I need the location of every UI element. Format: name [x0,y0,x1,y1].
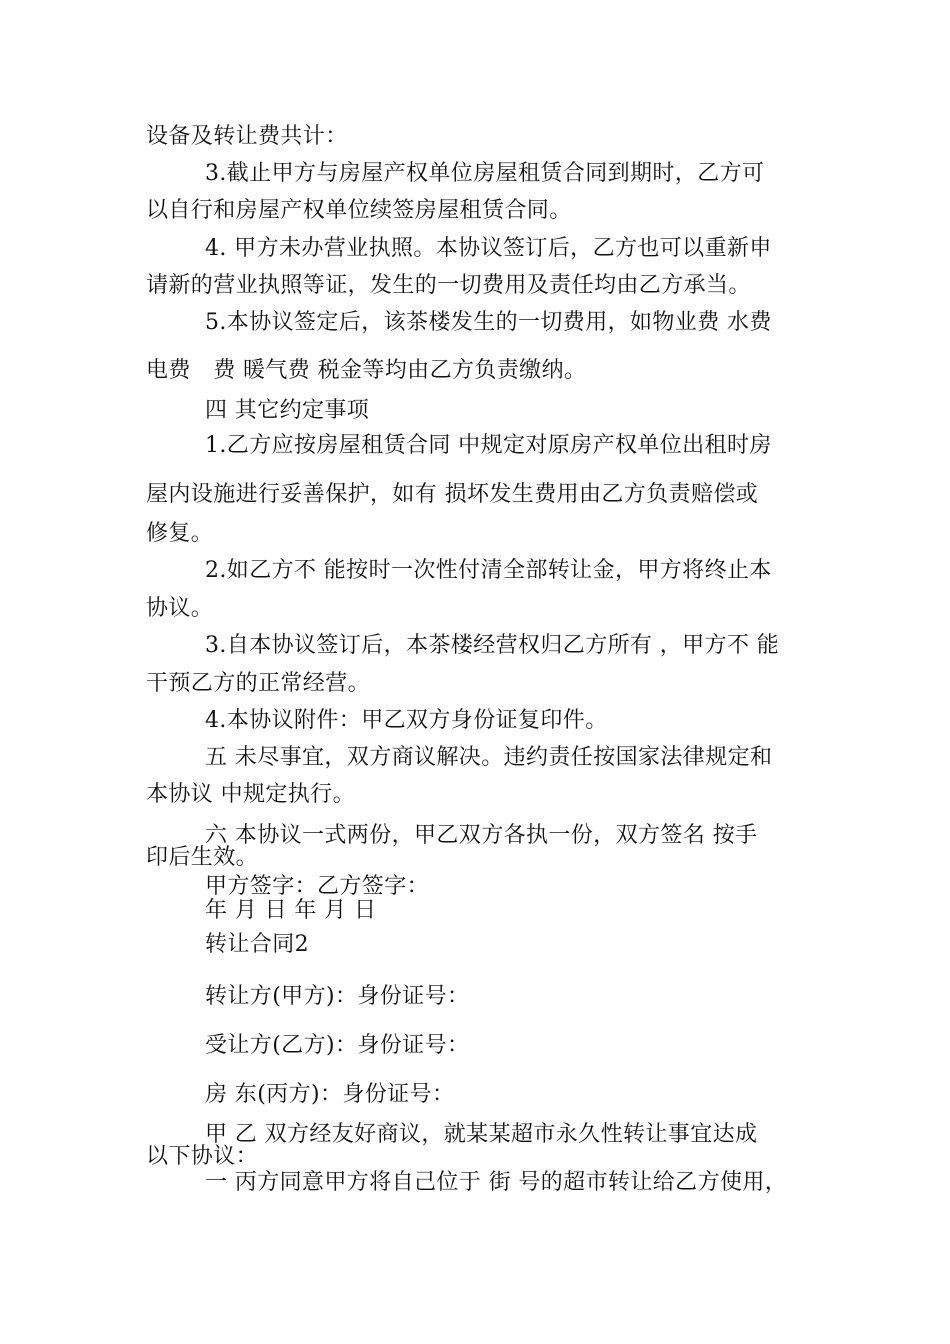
contract-title: 转让合同2 [205,932,309,957]
text-line: 5.本协议签定后，该茶楼发生的一切费用，如物业费 水费 [205,310,772,335]
text-line: 甲 乙 双方经友好商议，就某某超市永久性转让事宜达成 [205,1122,758,1147]
text-line: 2.如乙方不 能按时一次性付清全部转让金，甲方将终止本 [205,558,772,583]
text-line: 印后生效。 [146,845,259,870]
text-line: 电费 费 暖气费 税金等均由乙方负责缴纳。 [146,358,587,383]
section-heading: 四 其它约定事项 [205,398,370,423]
text-line: 干预乙方的正常经营。 [146,671,371,696]
text-line: 以自行和房屋产权单位续签房屋租赁合同。 [146,198,572,223]
text-line: 4.本协议附件：甲乙双方身份证复印件。 [205,708,608,733]
party-line: 受让方(乙方)：身份证号： [205,1033,470,1058]
party-line: 房 东(丙方)：身份证号： [205,1082,455,1107]
text-line: 本协议 中规定执行。 [146,782,355,807]
text-line: 设备及转让费共计： [146,124,348,149]
text-line: 修复。 [146,521,214,546]
text-line: 一 丙方同意甲方将自己位于 街 号的超市转让给乙方使用， [205,1170,788,1195]
text-line: 请新的营业执照等证，发生的一切费用及责任均由乙方承当。 [146,273,751,298]
date-line: 年 月 日 年 月 日 [205,898,377,923]
text-line: 协议。 [146,596,214,621]
text-line: 屋内设施进行妥善保护，如有 损坏发生费用由乙方负责赔偿或 [146,482,759,507]
text-line: 4. 甲方未办营业执照。本协议签订后，乙方也可以重新申 [205,236,772,261]
text-line: 3.自本协议签订后，本茶楼经营权归乙方所有 ，甲方不 能 [205,633,780,658]
text-line: 3.截止甲方与房屋产权单位房屋租赁合同到期时，乙方可 [205,161,765,186]
text-line: 1.乙方应按房屋租赁合同 中规定对原房产权单位出租时房 [205,433,772,458]
text-line: 以下协议： [146,1144,259,1169]
text-line: 五 未尽事宜，双方商议解决。违约责任按国家法律规定和 [205,745,773,770]
text-line: 六 本协议一式两份，甲乙双方各执一份，双方签名 按手 [205,823,758,848]
signature-line: 甲方签字：乙方签字： [205,874,430,899]
party-line: 转让方(甲方)：身份证号： [205,984,470,1009]
